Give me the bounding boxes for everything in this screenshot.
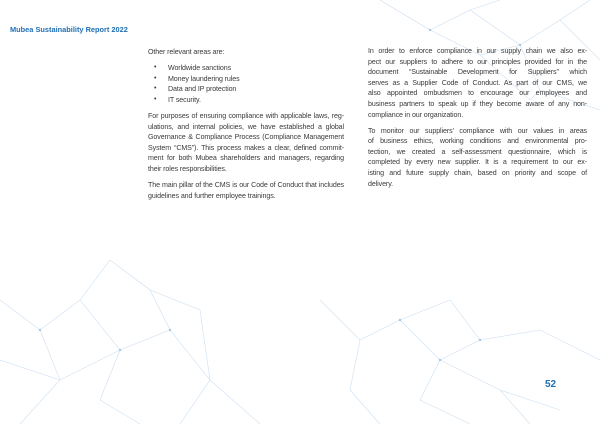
report-title: Mubea Sustainability Report 2022 xyxy=(10,25,128,34)
list-item: • Worldwide sanctions xyxy=(154,64,232,73)
paragraph-cms: For purposes of ensuring compliance with applicable laws, reg- ulations, and internal policies, we have established a global Governance & Compliance Process (Compliance Management System “CMS”). This process makes a clear, defined commit- ment for both Mubea shareholders and managers, regarding their roles responsibilities. xyxy=(148,111,344,173)
paragraph-supplier-monitoring: To monitor our suppliers’ compliance with our values in areas of business ethics, working conditions and environmental pro- tection, we created a self-assessment questionnaire, which is completed by every new supplier. It is a requirement to our ex- isting and future supply chain, based on priority and scope of delivery. xyxy=(368,126,587,188)
bullet-icon: • xyxy=(154,64,157,72)
bullet-icon: • xyxy=(154,85,157,93)
paragraph-supply-chain: In order to enforce compliance in our supply chain we also ex- pect our suppliers to adhere to our principles provided for in the document “Sustainable Development for Suppliers” which serves as a Supplier Code of Conduct. As part of our CMS, we also appointed ombudsmen to encourage our employees and business partners to speak up if they become aware of any non- compliance in our organization. xyxy=(368,47,587,119)
left-column xyxy=(148,47,344,201)
list-item: • Data and IP protection xyxy=(154,85,237,94)
list-item: • Money laundering rules xyxy=(154,74,240,83)
page-number: 52 xyxy=(545,379,557,390)
paragraph-code-of-conduct: The main pillar of the CMS is our Code of Conduct that includes guidelines and further employee trainings. xyxy=(148,181,344,200)
bullet-icon: • xyxy=(154,74,157,82)
intro-text: Other relevant areas are: xyxy=(148,48,225,56)
list-item: • IT security. xyxy=(154,95,201,104)
right-column xyxy=(368,46,587,189)
bullet-icon: • xyxy=(154,95,157,103)
